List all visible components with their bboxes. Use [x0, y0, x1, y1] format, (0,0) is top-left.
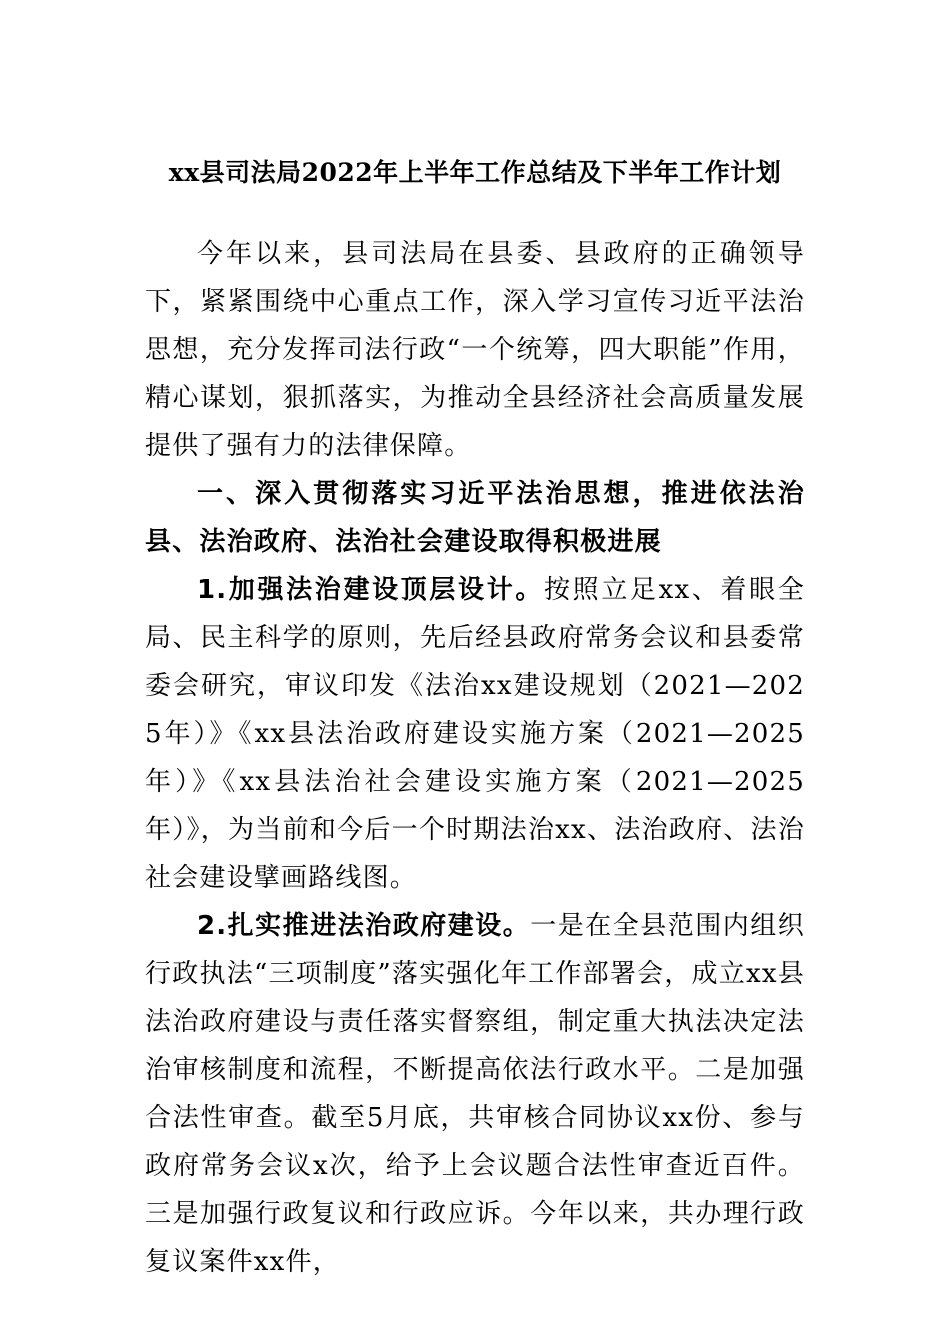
section-1-heading: 一、深入贯彻落实习近平法治思想，推进依法治县、法治政府、法治社会建设取得积极进展	[145, 479, 805, 557]
item-2-lead: 2.扎实推进法治政府建设。	[197, 911, 531, 941]
item-1-paragraph	[145, 566, 805, 902]
item-1-lead: 1.加强法治建设顶层设计。	[197, 575, 545, 605]
document-title: xx县司法局2022年上半年工作总结及下半年工作计划	[168, 158, 782, 187]
document-body	[145, 230, 805, 1286]
item-1-text: 按照立足xx、着眼全局、民主科学的原则，先后经县政府常务会议和县委常委会研究，审议印发《法治xx建设规划（2021—2025年）》《xx县法治政府建设实施方案（2021—2025年）》《xx县法治社会建设实施方案（2021—2025年）》，为当前和今后一个时期法治xx、法治政府、法治社会建设擘画路线图。	[145, 575, 805, 893]
item-2-paragraph	[145, 902, 805, 1286]
item-2-text: 一是在全县范围内组织行政执法“三项制度”落实强化年工作部署会，成立xx县法治政府建设与责任落实督察组，制定重大执法决定法治审核制度和流程，不断提高依法行政水平。二是加强合法性审查。截至5月底，共审核合同协议xx份、参与政府常务会议x次，给予上会议题合法性审查近百件。三是加强行政复议和行政应诉。今年以来，共办理行政复议案件xx件，	[145, 911, 805, 1277]
intro-paragraph: 今年以来，县司法局在县委、县政府的正确领导下，紧紧围绕中心重点工作，深入学习宣传习近平法治思想，充分发挥司法行政“一个统筹，四大职能”作用，精心谋划，狠抓落实，为推动全县经济社会高质量发展提供了强有力的法律保障。	[145, 239, 805, 461]
